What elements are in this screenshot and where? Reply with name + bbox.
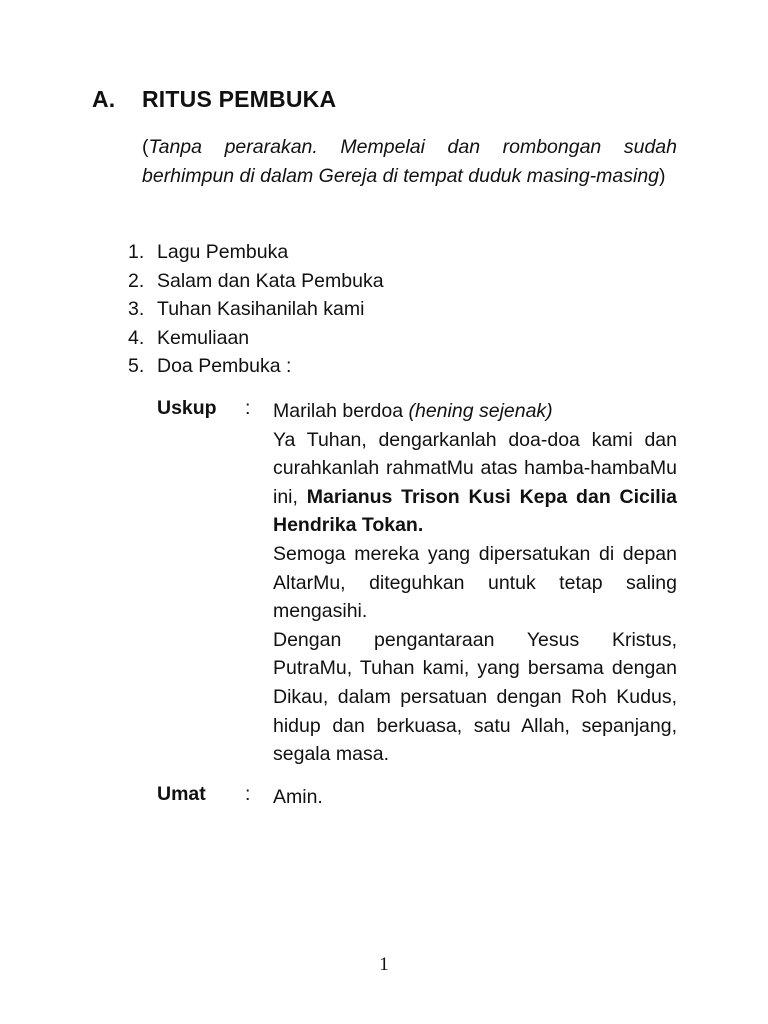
list-item bbox=[128, 267, 384, 296]
speaker-label: Uskup bbox=[157, 397, 217, 419]
speaker-colon: : bbox=[245, 397, 251, 419]
speaker-text: Amin. bbox=[273, 786, 323, 808]
rubric-text: Tanpa perarakan. Mempelai dan rombongan sudah berhimpun di dalam Gereja di tempat duduk masing-masing bbox=[142, 136, 677, 187]
list-item-number: 3. bbox=[128, 298, 145, 320]
speaker-colon: : bbox=[245, 783, 251, 805]
list-item-number: 1. bbox=[128, 241, 145, 263]
list-item bbox=[128, 238, 384, 267]
section-title: RITUS PEMBUKA bbox=[142, 86, 337, 112]
section-heading bbox=[92, 86, 336, 113]
list-item-text: Tuhan Kasihanilah kami bbox=[157, 298, 365, 320]
invitation-text: Marilah berdoa bbox=[273, 400, 409, 422]
rubric-close-paren: ) bbox=[659, 165, 666, 187]
list-item bbox=[128, 352, 384, 381]
invitation-rubric: (hening sejenak) bbox=[408, 400, 553, 422]
list-item-text: Kemuliaan bbox=[157, 326, 250, 349]
page-number: 1 bbox=[379, 954, 389, 975]
rubric-open-paren: ( bbox=[142, 136, 149, 158]
list-item-number: 2. bbox=[128, 269, 145, 292]
section-letter: A. bbox=[92, 86, 116, 112]
speaker-label: Umat bbox=[157, 783, 206, 805]
list-item bbox=[128, 324, 384, 353]
prayer-invitation bbox=[273, 397, 677, 426]
rubric-note bbox=[142, 133, 677, 191]
prayer-paragraph bbox=[273, 426, 677, 540]
list-item-text: Salam dan Kata Pembuka bbox=[157, 269, 384, 292]
prayer-paragraph: Dengan pengantaraan Yesus Kristus, PutraMu, Tuhan kami, yang bersama dengan Dikau, dalam persatuan dengan Roh Kudus, hidup dan berkuasa, satu Allah, sepanjang, segala masa. bbox=[273, 628, 677, 766]
prayer-paragraph: Semoga mereka yang dipersatukan di depan AltarMu, diteguhkan untuk tetap saling mengasihi. bbox=[273, 542, 677, 623]
list-item bbox=[128, 295, 384, 324]
list-item-number: 5. bbox=[128, 355, 145, 377]
speaker-text bbox=[273, 397, 677, 769]
list-item-number: 4. bbox=[128, 326, 145, 349]
list-item-text: Lagu Pembuka bbox=[157, 241, 289, 263]
prayer-text: Ya Tuhan, dengarkanlah doa-doa kami dan curahkanlah rahmatMu atas hamba-hambaMu ini, bbox=[273, 428, 677, 508]
order-list bbox=[128, 238, 384, 381]
list-item-text: Doa Pembuka : bbox=[157, 355, 292, 377]
couple-names: Marianus Trison Kusi Kepa dan Cicilia Hendrika Tokan. bbox=[273, 485, 677, 537]
